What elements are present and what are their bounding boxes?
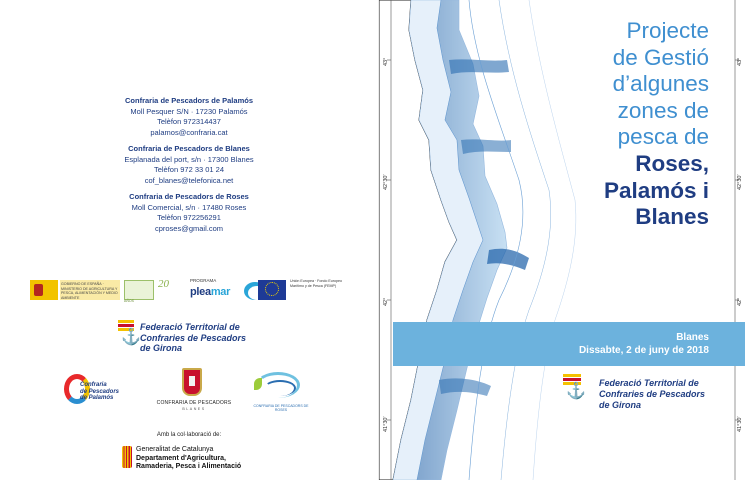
pleamar-program-label: PROGRAMA	[190, 278, 217, 283]
anniversary-logo	[124, 278, 180, 302]
pleamar-word-b: mar	[210, 286, 231, 298]
ministerio-logo	[30, 280, 120, 300]
title-line: de Gestió	[612, 44, 709, 70]
contact-phone: Telèfon 972 33 01 24	[153, 165, 225, 174]
palamos-text	[80, 382, 119, 402]
lat-label-41-30: 41°30’	[383, 416, 389, 432]
federacio-line1: Federació Territorial de	[599, 378, 699, 388]
lat-label-42-30-right: 42°30’	[737, 174, 743, 190]
palamos-line2: de Pescadors	[80, 388, 120, 395]
federacio-logo	[118, 320, 298, 358]
confraries-logos	[60, 368, 330, 420]
roses-logo	[250, 368, 310, 418]
contact-name: Confraria de Pescadors de Palamós	[125, 96, 253, 105]
event-place: Blanes	[676, 332, 709, 343]
palamos-line1: Confraria	[80, 382, 107, 388]
blanes-logo	[156, 368, 232, 418]
senyera-icon	[122, 446, 132, 468]
gencat-line1: Generalitat de Catalunya	[136, 446, 214, 453]
gencat-line3: Ramaderia, Pesca i Alimentació	[136, 463, 242, 471]
tower-icon	[189, 376, 195, 386]
emblem-stripe	[118, 324, 134, 327]
lat-label-43: 43°	[383, 57, 389, 66]
wave-arc-icon	[264, 380, 296, 396]
gencat-line2: Departament d'Agricultura,	[136, 454, 226, 462]
event-band	[393, 322, 745, 366]
roses-text: CONFRARIA DE PESCADORS DE ROSES	[253, 404, 309, 412]
contact-name: Confraria de Pescadors de Blanes	[128, 144, 250, 153]
anchor-icon: ⚓	[566, 383, 586, 400]
contact-email[interactable]: palamos@confraria.cat	[150, 127, 228, 137]
title-bold-line: Roses,	[635, 150, 709, 176]
event-date: Dissabte, 2 de juny de 2018	[578, 345, 709, 356]
emblem-stripe	[563, 378, 581, 381]
palamos-line3: de Palamós	[80, 395, 114, 401]
federacio-line2: Confraries de Pescadors	[140, 332, 247, 343]
gencat-text	[136, 446, 241, 472]
title-bold-line: Blanes	[635, 204, 709, 230]
collaboration-label: Amb la col·laboració de:	[156, 432, 222, 438]
federacio-text	[140, 322, 246, 354]
title-line: Projecte	[626, 18, 709, 43]
federacio-emblem-icon	[563, 374, 586, 412]
federacio-line3: de Girona	[599, 400, 642, 410]
lat-label-41-30-right: 41°30’	[737, 416, 743, 432]
title-bold-line: Palamós i	[603, 177, 709, 203]
blanes-name: CONFRARIA DE PESCADORS	[156, 400, 232, 406]
pleamar-word-a: plea	[190, 286, 211, 298]
cover-title	[549, 18, 709, 231]
federacio-emblem-icon	[118, 320, 141, 352]
contact-name: Confraria de Pescadors de Roses	[129, 192, 249, 201]
federacio-logo-cover	[563, 374, 743, 420]
federacio-text	[599, 378, 705, 411]
emblem-stripe	[118, 320, 134, 323]
contact-palamos	[0, 96, 378, 138]
federacio-line1: Federació Territorial de	[140, 322, 240, 332]
contact-address: Moll Comercial, s/n · 17480 Roses	[131, 202, 247, 212]
lat-label-42-30: 42°30’	[383, 174, 389, 190]
eu-logo	[258, 278, 348, 304]
contact-address: Esplanada del port, s/n · 17300 Blanes	[124, 154, 254, 164]
contact-email[interactable]: cof_blanes@telefonica.net	[144, 175, 234, 185]
title-line: d’algunes	[612, 71, 709, 97]
anniversary-sub: AÑOS	[124, 299, 134, 303]
pleamar-wordmark	[190, 286, 230, 298]
eu-text: Unión Europea · Fondo Europeo Marítimo y de Pesca (FEMP)	[290, 279, 342, 288]
federacio-line3: de Girona	[140, 343, 183, 353]
contact-roses	[0, 192, 378, 234]
gencat-logo	[122, 444, 282, 474]
sponsor-logos	[28, 278, 348, 304]
ministerio-text: GOBIERNO DE ESPAÑA · MINISTERIO DE AGRICULTURA Y PESCA, ALIMENTACIÓN Y MEDIO AMBIENTE	[61, 282, 118, 300]
anniversary-number: 20	[158, 278, 169, 290]
emblem-stripe	[563, 374, 581, 377]
blanes-sub: BLANES	[182, 407, 206, 411]
anchor-icon: ⚓	[121, 329, 141, 346]
crest-icon	[182, 368, 202, 396]
lat-label-42-right: 42°	[737, 297, 743, 306]
contact-list	[0, 96, 378, 240]
contact-phone: Telèfon 972314437	[157, 117, 221, 126]
contact-blanes	[0, 144, 378, 186]
eu-stars-icon	[265, 282, 279, 296]
contact-email[interactable]: cproses@gmail.com	[154, 223, 224, 233]
front-cover-panel	[378, 0, 745, 480]
palamos-logo	[60, 370, 122, 418]
contact-address: Moll Pesquer S/N · 17230 Palamós	[130, 106, 248, 116]
title-line: zones de	[617, 97, 709, 123]
lat-label-43-right: 43°	[737, 57, 743, 66]
contact-phone: Telèfon 972256291	[157, 213, 221, 222]
grass-icon	[124, 280, 154, 300]
spain-crest-icon	[34, 284, 43, 296]
federacio-line2: Confraries de Pescadors	[599, 389, 706, 399]
lat-label-42: 42°	[383, 297, 389, 306]
title-line: pesca de	[617, 124, 709, 150]
